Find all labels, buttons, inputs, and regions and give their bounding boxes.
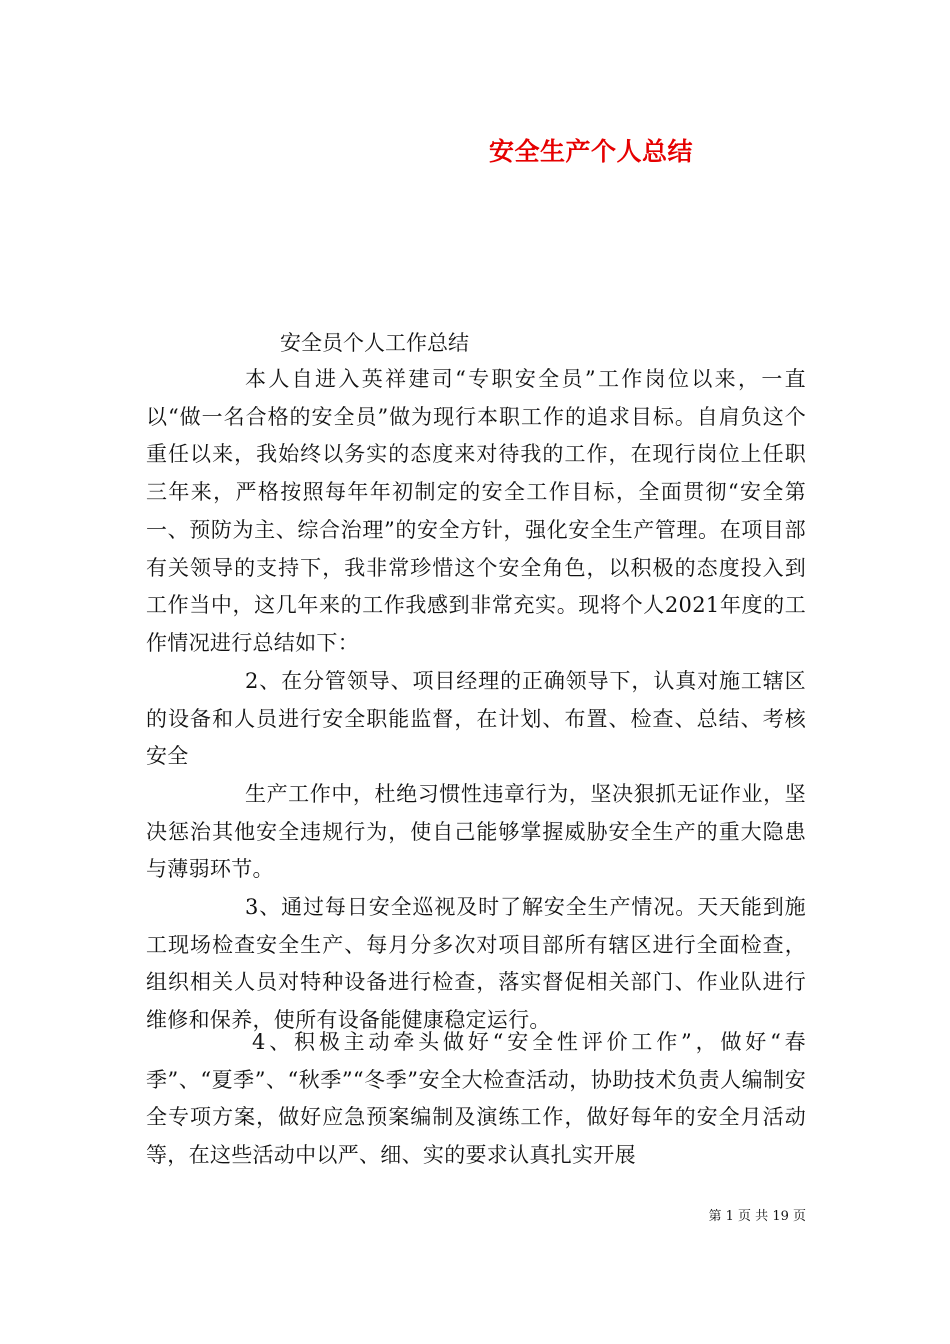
paragraph-intro: 本人自进入英祥建司“专职安全员”工作岗位以来，一直以“做一名合格的安全员”做为现行本职工作的追求目标。自肩负这个重任以来，我始终以务实的态度来对待我的工作，在现行岗位上任职三年来，严格按照每年年初制定的安全工作目标，全面贯彻“安全第一、预防为主、综合治理”的安全方针，强化安全生产管理。在项目部有关领导的支持下，我非常珍惜这个安全角色，以积极的态度投入到工作当中，这几年来的工作我感到非常充实。现将个人2021年度的工作情况进行总结如下：: [146, 367, 806, 655]
paragraph-item-3: 3、通过每日安全巡视及时了解安全生产情况。天天能到施工现场检查安全生产、每月分多次对项目部所有辖区进行全面检查，组织相关人员对特种设备进行检查，落实督促相关部门、作业队进行维修和保养，使所有设备能健康稳定运行。: [146, 895, 806, 1033]
paragraph-item-4: 4、积极主动牵头做好“安全性评价工作”，做好“春季”、“夏季”、“秋季”“冬季”安全大检查活动，协助技术负责人编制安全专项方案，做好应急预案编制及演练工作，做好每年的安全月活动等，在这些活动中以严、细、实的要求认真扎实开展: [146, 1030, 806, 1168]
page-number-footer: 第 1 页 共 19 页: [708, 1209, 806, 1224]
document-title: 安全生产个人总结: [489, 137, 694, 166]
document-subtitle: 安全员个人工作总结: [280, 331, 469, 355]
paragraph-item-2: 2、在分管领导、项目经理的正确领导下，认真对施工辖区的设备和人员进行安全职能监督，在计划、布置、检查、总结、考核安全: [146, 669, 806, 769]
paragraph-item-2-continued: 生产工作中，杜绝习惯性违章行为，坚决狠抓无证作业，坚决惩治其他安全违规行为，使自己能够掌握威胁安全生产的重大隐患与薄弱环节。: [146, 782, 806, 882]
